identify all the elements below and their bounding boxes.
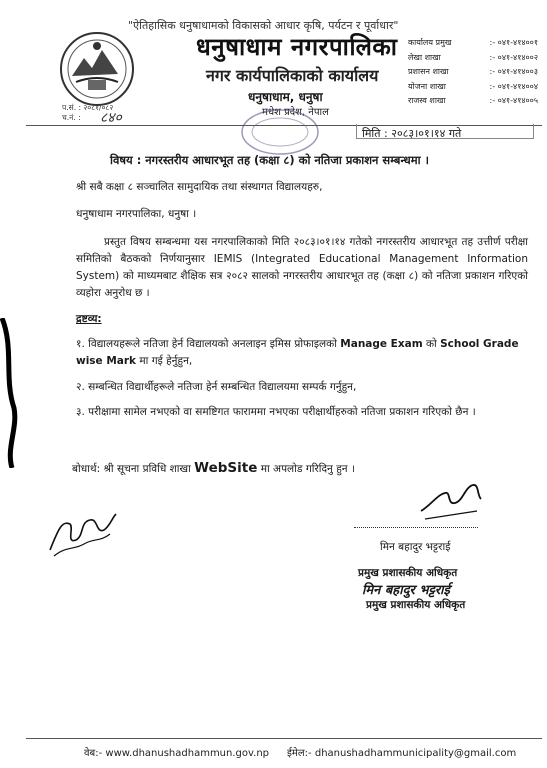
contact-phone: :- ०४१-४१४००५: [489, 96, 538, 105]
org-name: धनुषाधाम नगरपालिका: [196, 33, 398, 61]
note-text: मा गई हेर्नुहुन,: [136, 355, 193, 367]
letter-subject: विषय : नगरस्तरीय आधारभूत तह (कक्षा ८) को नतिजा प्रकाशन सम्बन्धमा ।: [110, 153, 429, 167]
office-stamp-icon: [238, 104, 322, 160]
contact-row: [408, 51, 538, 66]
notes-heading: द्रष्टव्य:: [76, 313, 102, 325]
address-line: श्री सबै कक्षा ८ सञ्चालित सामुदायिक तथा संस्थागत विद्यालयहरु,: [76, 181, 323, 193]
contact-row: [408, 94, 538, 109]
letter-date: मिति : २०८३।०१।१४ गते: [362, 127, 462, 140]
contact-phone: :- ०४१-४१४००३: [489, 67, 538, 76]
contact-list: [408, 36, 538, 109]
ref-number: ८४०: [100, 110, 122, 126]
note-text: १. विद्यालयहरूले नतिजा हेर्न विद्यालयको अनलाइन इमिस प्रोफाइलको: [76, 338, 341, 350]
note-emphasis: School Grade wise Mark: [76, 338, 519, 367]
note-item: ३. परीक्षामा सामेल नभएको वा समष्टिगत फाराममा नभएका परीक्षार्थीहरुको नतिजा प्रकाशन गरिएको छैन ।: [76, 406, 476, 418]
note-text: को: [422, 338, 441, 350]
contact-row: [408, 80, 538, 95]
contact-phone: :- ०४१-४१४००१: [489, 38, 538, 47]
footer: [84, 745, 516, 759]
contact-row: [408, 65, 538, 80]
seal-name: मिन बहादुर भट्टराई: [362, 583, 450, 598]
signature-icon: [415, 475, 485, 525]
footer-divider: [26, 738, 542, 739]
binder-mark-icon: [0, 318, 20, 468]
footer-web: वेब:- www.dhanushadhammun.gov.np: [84, 748, 270, 759]
slogan: "ऐतिहासिक धनुषाधामको विकासको आधार कृषि, पर्यटन र पूर्वाधार": [128, 19, 399, 32]
contact-phone: :- ०४१-४१४००४: [489, 81, 538, 91]
office-province: मधेश प्रदेश, नेपाल: [262, 107, 329, 118]
ref-patra: प.सं. : २०८१/०८२: [62, 103, 114, 112]
cc-line: [72, 460, 355, 476]
note-emphasis: Manage Exam: [340, 338, 423, 350]
address-line: धनुषाधाम नगरपालिका, धनुषा ।: [76, 208, 197, 220]
ref-chalani: च.नं. :: [62, 113, 81, 122]
note-item: [76, 336, 532, 370]
office-name: नगर कार्यपालिकाको कार्यालय: [206, 66, 379, 85]
contact-dept: योजना शाखा: [408, 81, 446, 91]
cc-website: WebSite: [194, 460, 258, 476]
cc-text: मा अपलोड गरिदिनु हुन ।: [257, 463, 355, 475]
contact-dept: लेखा शाखा: [408, 52, 441, 62]
contact-row: [408, 36, 538, 51]
municipality-logo-icon: [58, 30, 136, 108]
signer-name: मिन बहादुर भट्टराई: [380, 541, 451, 553]
seal-title: प्रमुख प्रशासकीय अधिकृत: [366, 599, 466, 611]
handwritten-initials-icon: [40, 500, 120, 560]
office-place: धनुषाधाम, धनुषा: [248, 90, 323, 104]
cc-text: बोधार्थ: श्री सूचना प्रविधि शाखा: [72, 463, 195, 475]
footer-email: ईमेल:- dhanushadhammunicipality@gmail.com: [287, 748, 517, 759]
contact-dept: प्रशासन शाखा: [408, 67, 449, 76]
letter-paragraph: प्रस्तुत विषय सम्बन्धमा यस नगरपालिकाको मिति २०८३।०१।१४ गतेको नगरस्तरीय आधारभूत तह उत्तीर्ण परीक्षा समितिको बैठकको निर्णयानुसार IEMIS (Integrated Educational Management Information System) को माध्यमबाट शैक्षिक सत्र २०८२ सालको नगरस्तरीय आधारभूत तह (कक्षा ८) को नतिजा प्रकाशन गरिएको व्यहोरा अनुरोध छ ।: [76, 236, 528, 299]
note-item: २. सम्बन्धित विद्यार्थीहरूले नतिजा हेर्न सम्बन्धित विद्यालयमा सम्पर्क गर्नुहुन,: [76, 381, 357, 393]
signature-line: [354, 527, 478, 528]
contact-dept: राजस्व शाखा: [408, 96, 446, 105]
signer-title: प्रमुख प्रशासकीय अधिकृत: [358, 567, 458, 579]
contact-phone: :- ०४१-४१४००२: [489, 52, 538, 62]
contact-dept: कार्यालय प्रमुख: [408, 38, 452, 47]
